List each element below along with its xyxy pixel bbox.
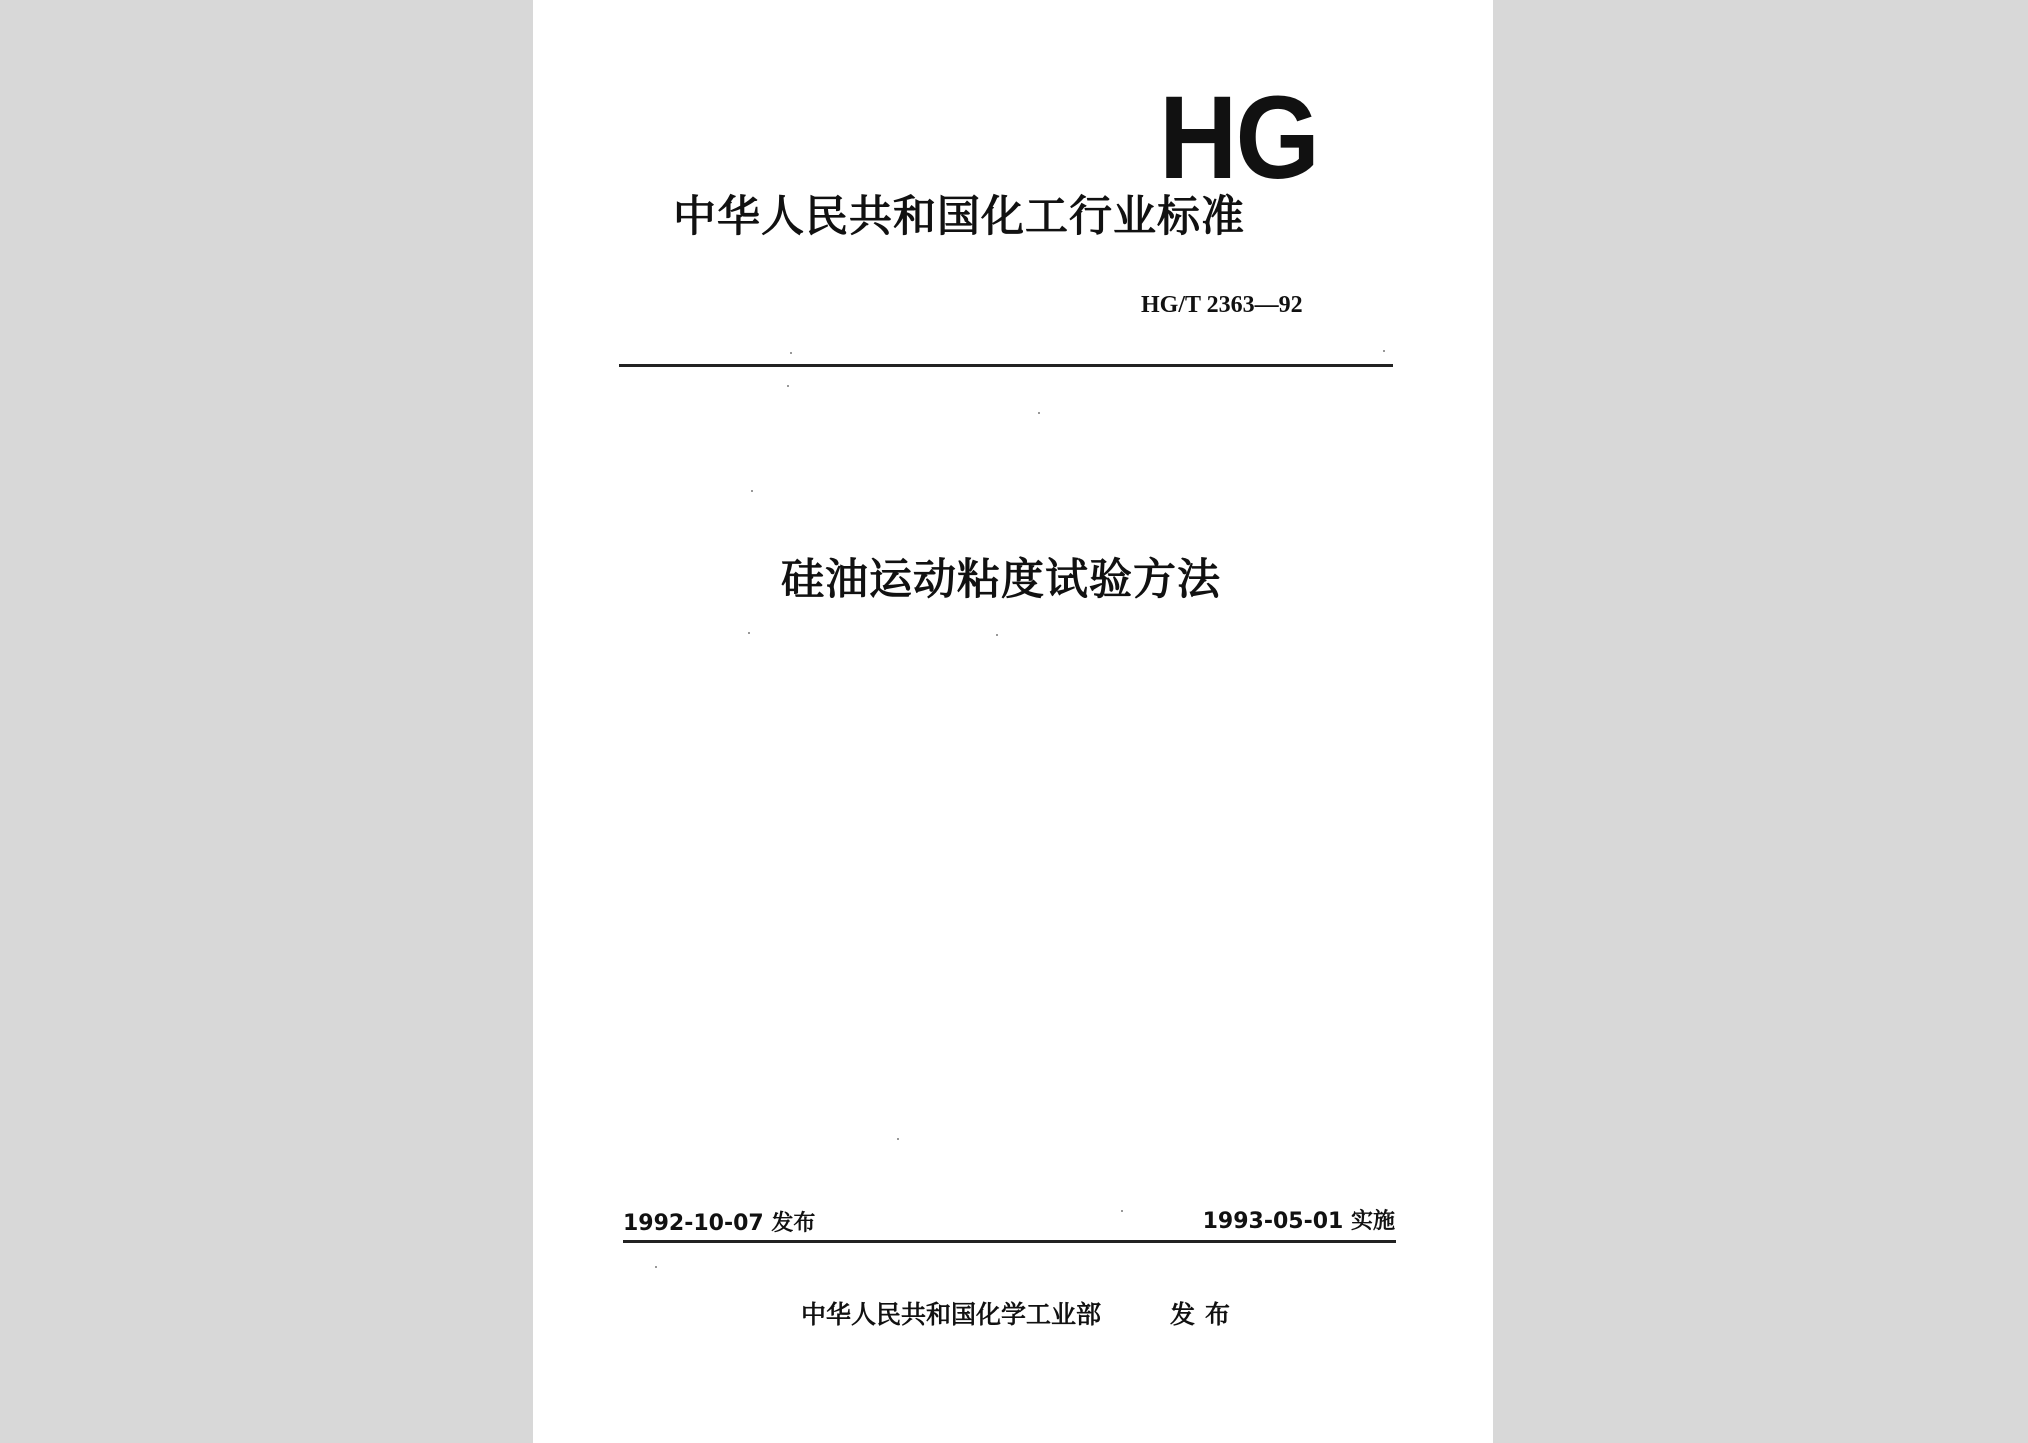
publish-date: 1992-10-07 发布	[623, 1211, 816, 1236]
document-title: 硅油运动粘度试验方法	[781, 555, 1221, 605]
scan-speck	[1121, 1210, 1123, 1212]
issue-label: 发布	[1170, 1300, 1241, 1329]
bottom-divider	[623, 1240, 1396, 1243]
scan-speck	[748, 632, 750, 634]
standard-code: HG/T 2363—92	[1141, 292, 1303, 318]
scan-speck	[1383, 350, 1385, 352]
hg-logo: HG	[1159, 72, 1319, 204]
scan-speck	[1038, 412, 1040, 414]
scan-speck	[655, 1266, 657, 1268]
scan-speck	[897, 1138, 899, 1140]
effective-date: 1993-05-01 实施	[1202, 1209, 1395, 1234]
standard-title: 中华人民共和国化工行业标准	[673, 192, 1245, 242]
scan-speck	[751, 490, 753, 492]
top-divider	[619, 364, 1393, 367]
scan-speck	[996, 634, 998, 636]
scan-speck	[790, 352, 792, 354]
issuer: 中华人民共和国化学工业部	[801, 1300, 1102, 1329]
scan-speck	[787, 385, 789, 387]
document-page	[533, 0, 1493, 1443]
